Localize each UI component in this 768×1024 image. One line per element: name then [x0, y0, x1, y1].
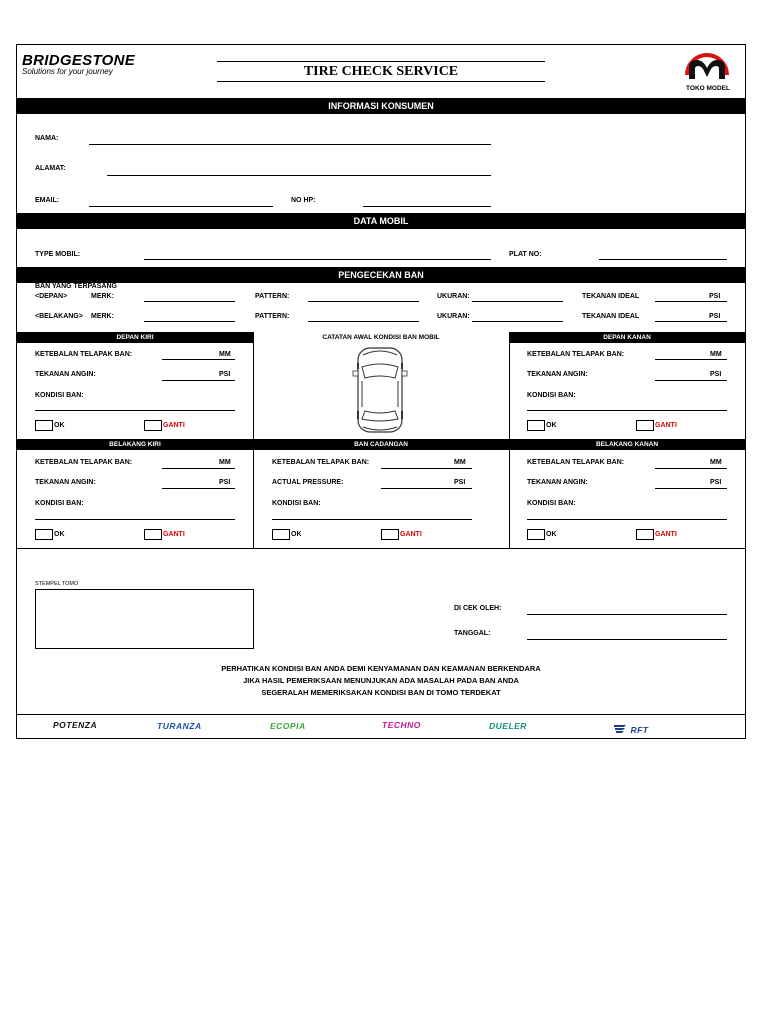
dka-ok-checkbox[interactable]: [527, 420, 545, 431]
section-ban: PENGECEKAN BAN: [17, 267, 745, 283]
dk-kondisi-field[interactable]: [35, 410, 235, 411]
depan-pattern-field[interactable]: [308, 301, 419, 302]
dka-ketebalan-field[interactable]: [655, 359, 727, 360]
bc-actual-label: ACTUAL PRESSURE:: [272, 479, 344, 486]
dka-kondisi-label: KONDISI BAN:: [527, 392, 576, 399]
dka-mm-unit: MM: [710, 351, 722, 358]
belakang-ukuran-field[interactable]: [472, 321, 563, 322]
toko-model-text: TOKO MODEL: [686, 85, 730, 92]
brand-rft-logo: [614, 720, 648, 738]
panel-depan-kanan-title: DEPAN KANAN: [509, 332, 745, 343]
bridgestone-wordmark: BRIDGESTONE: [22, 52, 136, 69]
brand-techno: TECHNO: [382, 720, 421, 730]
bk-tekanan-field[interactable]: [162, 488, 235, 489]
email-label: EMAIL:: [35, 197, 60, 204]
depan-tekanan-label: TEKANAN IDEAL: [582, 293, 640, 300]
bc-ketebalan-field[interactable]: [381, 468, 472, 469]
car-top-view-icon: [347, 345, 413, 435]
bk-ganti-checkbox[interactable]: [144, 529, 162, 540]
brand-potenza: POTENZA: [53, 720, 98, 730]
bk-tekanan-label: TEKANAN ANGIN:: [35, 479, 96, 486]
bka-tekanan-label: TEKANAN ANGIN:: [527, 479, 588, 486]
dka-ganti-label: GANTI: [655, 422, 677, 429]
bk-psi-unit: PSI: [219, 479, 231, 486]
email-field[interactable]: [89, 206, 273, 207]
title-rule-bottom: [217, 81, 545, 82]
bka-kondisi-field[interactable]: [527, 519, 727, 520]
brand-separator: [17, 714, 745, 715]
section-mobil: DATA MOBIL: [17, 213, 745, 229]
bka-ganti-label: GANTI: [655, 531, 677, 538]
tanggal-field[interactable]: [527, 639, 727, 640]
plat-no-label: PLAT NO:: [509, 251, 542, 258]
belakang-merk-label: MERK:: [91, 313, 114, 320]
dk-psi-unit: PSI: [219, 371, 231, 378]
toko-model-icon: [683, 53, 731, 81]
panel-depan-kiri-title: DEPAN KIRI: [17, 332, 253, 343]
depan-ukuran-field[interactable]: [472, 301, 563, 302]
notice-line-3: SEGERALAH MEMERIKSAKAN KONDISI BAN DI TOMO TERDEKAT: [261, 688, 501, 697]
stempel-box[interactable]: [35, 589, 254, 649]
bc-actual-field[interactable]: [381, 488, 472, 489]
bk-ok-checkbox[interactable]: [35, 529, 53, 540]
bka-ketebalan-label: KETEBALAN TELAPAK BAN:: [527, 459, 625, 466]
bka-kondisi-label: KONDISI BAN:: [527, 500, 576, 507]
dka-tekanan-field[interactable]: [655, 380, 727, 381]
belakang-label: <BELAKANG>: [35, 313, 83, 320]
dk-ketebalan-label: KETEBALAN TELAPAK BAN:: [35, 351, 133, 358]
terpasang-heading: BAN YANG TERPASANG: [35, 283, 117, 290]
dk-kondisi-label: KONDISI BAN:: [35, 392, 84, 399]
page-title: TIRE CHECK SERVICE: [303, 64, 459, 79]
bc-kondisi-field[interactable]: [272, 519, 472, 520]
bk-kondisi-label: KONDISI BAN:: [35, 500, 84, 507]
dk-mm-unit: MM: [219, 351, 231, 358]
bc-psi-unit: PSI: [454, 479, 466, 486]
bka-tekanan-field[interactable]: [655, 488, 727, 489]
dka-tekanan-label: TEKANAN ANGIN:: [527, 371, 588, 378]
dka-ok-label: OK: [546, 422, 557, 429]
dka-ketebalan-label: KETEBALAN TELAPAK BAN:: [527, 351, 625, 358]
belakang-ukuran-label: UKURAN:: [437, 313, 470, 320]
bc-mm-unit: MM: [454, 459, 466, 466]
depan-tekanan-field[interactable]: [655, 301, 727, 302]
depan-psi-unit: PSI: [709, 293, 721, 300]
bk-kondisi-field[interactable]: [35, 519, 235, 520]
dk-ok-checkbox[interactable]: [35, 420, 53, 431]
brand-ecopia: ECOPIA: [270, 721, 306, 731]
dk-ok-label: OK: [54, 422, 65, 429]
dk-ganti-checkbox[interactable]: [144, 420, 162, 431]
panel-catatan-title: CATATAN AWAL KONDISI BAN MOBIL: [322, 334, 440, 341]
panel-belakang-kanan-title: BELAKANG KANAN: [509, 439, 745, 450]
bc-ketebalan-label: KETEBALAN TELAPAK BAN:: [272, 459, 370, 466]
no-hp-label: NO HP:: [291, 197, 316, 204]
title-rule-top: [217, 61, 545, 62]
bc-ok-checkbox[interactable]: [272, 529, 290, 540]
bc-ganti-checkbox[interactable]: [381, 529, 399, 540]
depan-merk-field[interactable]: [144, 301, 235, 302]
depan-ukuran-label: UKURAN:: [437, 293, 470, 300]
nama-label: NAMA:: [35, 135, 59, 142]
depan-label: <DEPAN>: [35, 293, 68, 300]
bc-ok-label: OK: [291, 531, 302, 538]
toko-model-logo: [683, 53, 733, 92]
bk-ok-label: OK: [54, 531, 65, 538]
dk-ketebalan-field[interactable]: [162, 359, 235, 360]
section-konsumen: INFORMASI KONSUMEN: [17, 98, 745, 114]
belakang-psi-unit: PSI: [709, 313, 721, 320]
brand-dueler: DUELER: [489, 721, 527, 731]
notice-line-1: PERHATIKAN KONDISI BAN ANDA DEMI KENYAMANAN DAN KEAMANAN BERKENDARA: [221, 664, 541, 673]
belakang-tekanan-label: TEKANAN IDEAL: [582, 313, 640, 320]
dicek-label: DI CEK OLEH:: [454, 605, 502, 612]
bk-ketebalan-label: KETEBALAN TELAPAK BAN:: [35, 459, 133, 466]
bc-ganti-label: GANTI: [400, 531, 422, 538]
belakang-pattern-field[interactable]: [308, 321, 419, 322]
alamat-label: ALAMAT:: [35, 165, 66, 172]
type-mobil-label: TYPE MOBIL:: [35, 251, 81, 258]
bridgestone-tagline: Solutions for your journey: [22, 67, 113, 76]
bk-ganti-label: GANTI: [163, 531, 185, 538]
dicek-field[interactable]: [527, 614, 727, 615]
alamat-field[interactable]: [107, 175, 491, 176]
nama-field[interactable]: [89, 144, 491, 145]
dk-tekanan-field[interactable]: [162, 380, 235, 381]
bk-ketebalan-field[interactable]: [162, 468, 235, 469]
dka-psi-unit: PSI: [710, 371, 722, 378]
bk-mm-unit: MM: [219, 459, 231, 466]
brand-turanza: TURANZA: [157, 721, 202, 731]
dk-tekanan-label: TEKANAN ANGIN:: [35, 371, 96, 378]
section-separator: [17, 548, 745, 549]
rft-arrow-icon: [614, 724, 626, 734]
bridgestone-logo: [22, 52, 135, 76]
dka-ganti-checkbox[interactable]: [636, 420, 654, 431]
notice-text: [17, 663, 745, 699]
belakang-pattern-label: PATTERN:: [255, 313, 290, 320]
notice-line-2: JIKA HASIL PEMERIKSAAN MENUNJUKAN ADA MASALAH PADA BAN ANDA: [243, 676, 519, 685]
bka-mm-unit: MM: [710, 459, 722, 466]
bka-ok-label: OK: [546, 531, 557, 538]
bka-psi-unit: PSI: [710, 479, 722, 486]
tanggal-label: TANGGAL:: [454, 630, 491, 637]
depan-merk-label: MERK:: [91, 293, 114, 300]
dka-kondisi-field[interactable]: [527, 410, 727, 411]
tire-check-form: [16, 44, 746, 739]
brand-rft: RFT: [630, 725, 649, 735]
bc-kondisi-label: KONDISI BAN:: [272, 500, 321, 507]
plat-no-field[interactable]: [599, 259, 727, 260]
no-hp-field[interactable]: [363, 206, 491, 207]
belakang-merk-field[interactable]: [144, 321, 235, 322]
panel-cadangan-title: BAN CADANGAN: [253, 439, 509, 450]
depan-pattern-label: PATTERN:: [255, 293, 290, 300]
bka-ok-checkbox[interactable]: [527, 529, 545, 540]
bka-ketebalan-field[interactable]: [655, 468, 727, 469]
type-mobil-field[interactable]: [144, 259, 491, 260]
bka-ganti-checkbox[interactable]: [636, 529, 654, 540]
panel-belakang-kiri-title: BELAKANG KIRI: [17, 439, 253, 450]
dk-ganti-label: GANTI: [163, 422, 185, 429]
belakang-tekanan-field[interactable]: [655, 321, 727, 322]
stempel-label: STEMPEL TOMO: [35, 581, 79, 587]
